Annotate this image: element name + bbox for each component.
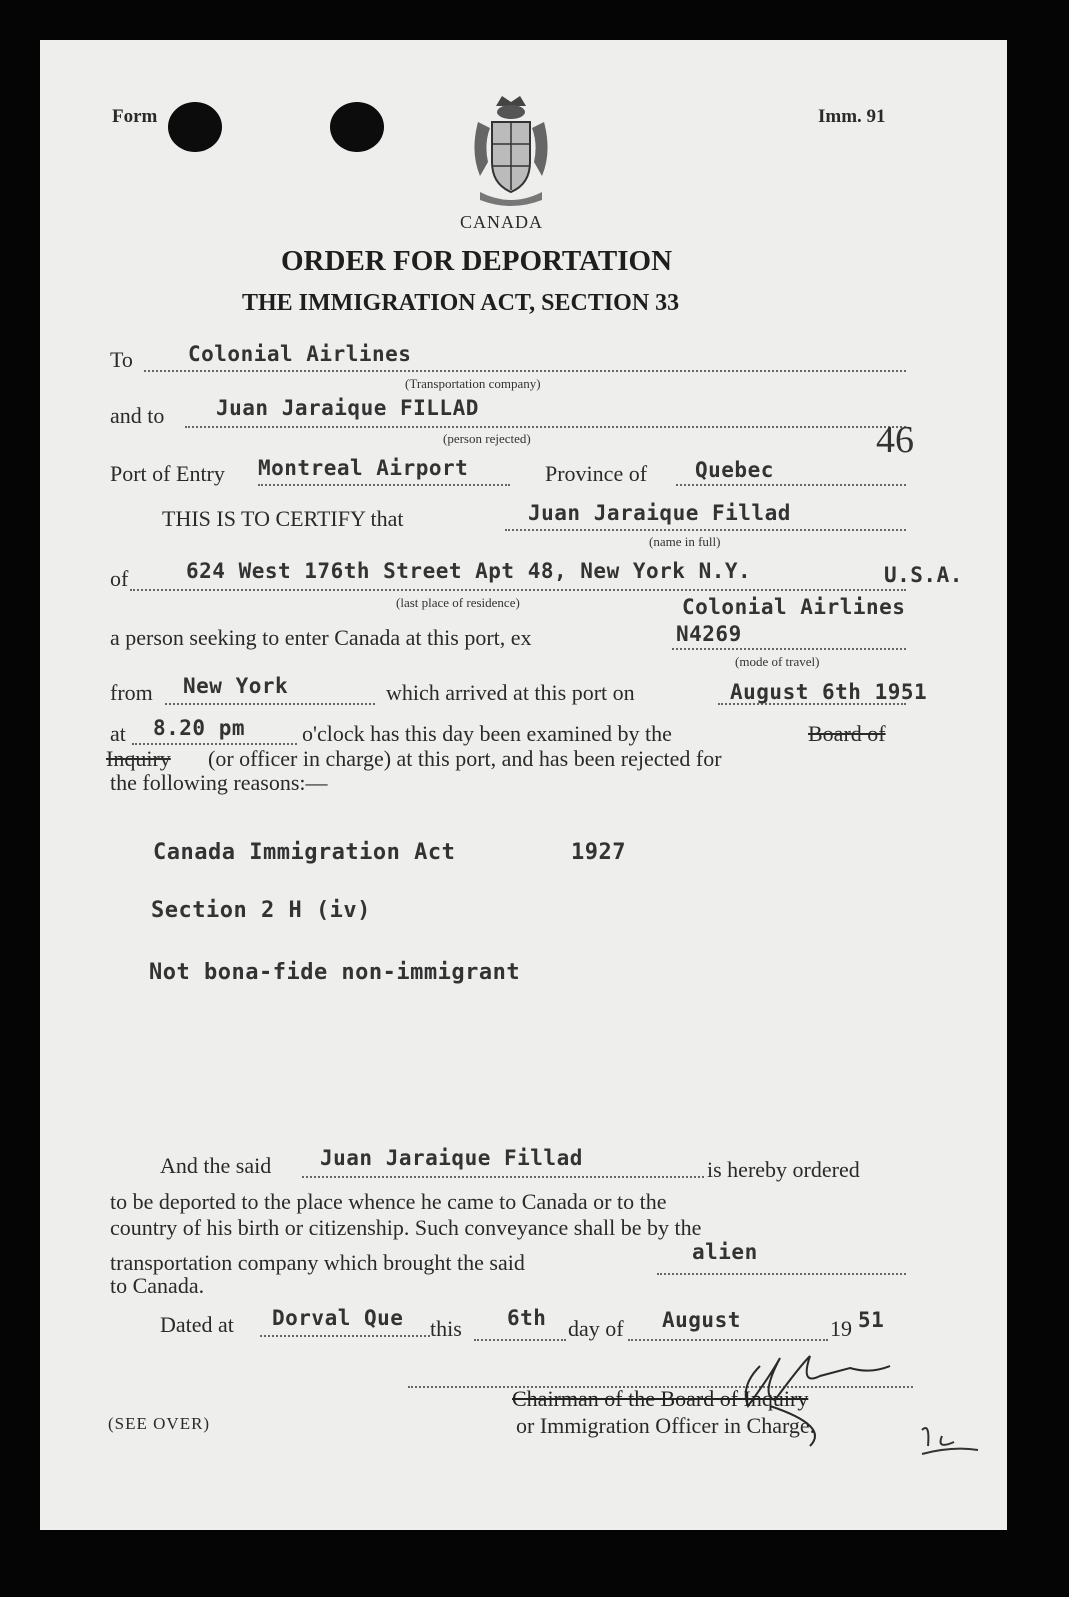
punch-hole-right — [330, 102, 384, 152]
seeking-label: a person seeking to enter Canada at this port, ex — [110, 625, 532, 650]
day-line — [474, 1339, 566, 1341]
punch-hole-left — [168, 102, 222, 152]
province-value: Quebec — [695, 458, 774, 482]
file-number: 46 — [876, 419, 914, 461]
flight-value: N4269 — [676, 622, 742, 646]
and-to-label: and to — [110, 403, 165, 428]
initials-mark — [912, 1410, 982, 1460]
province-line — [676, 484, 906, 486]
name-caption: (name in full) — [649, 534, 721, 549]
order-line-3: transportation company which brought the said — [110, 1250, 525, 1275]
of-label: of — [110, 566, 129, 591]
order-line-1: to be deported to the place whence he came to Canada or to the — [110, 1189, 667, 1214]
certify-line — [505, 529, 906, 531]
day-of-label: day of — [568, 1316, 624, 1341]
order-line-2: country of his birth or citizenship. Such conveyance shall be by the — [110, 1215, 702, 1240]
dated-place-value: Dorval Que — [272, 1306, 404, 1330]
mode-line — [672, 648, 906, 650]
carrier-value: Colonial Airlines — [682, 595, 906, 619]
residence-line — [130, 589, 906, 591]
residence-value: 624 West 176th Street Apt 48, New York N.Y. — [186, 559, 752, 583]
reason-1-year: 1927 — [571, 840, 626, 865]
month-value: August — [662, 1308, 741, 1332]
is-ordered-label: is hereby ordered — [707, 1157, 860, 1182]
order-line-4: to Canada. — [110, 1273, 205, 1298]
transport-caption: (Transportation company) — [405, 376, 541, 391]
canada-coat-of-arms-icon — [466, 92, 556, 208]
deportation-order-form — [40, 40, 1007, 1530]
residence-country-value: U.S.A. — [884, 563, 963, 587]
from-line — [165, 703, 375, 705]
year-prefix: 19 — [830, 1316, 852, 1341]
officer-line: (or officer in charge) at this port, and has been rejected for — [208, 746, 722, 771]
to-line — [144, 370, 906, 372]
this-label: this — [430, 1316, 462, 1341]
board-of-struck: Board of — [808, 721, 886, 746]
form-label: Form — [112, 106, 158, 127]
document-title: ORDER FOR DEPORTATION — [281, 245, 673, 277]
from-value: New York — [183, 674, 289, 698]
year-suffix-value: 51 — [858, 1308, 885, 1332]
port-of-entry-value: Montreal Airport — [258, 456, 469, 480]
transport-company-value: Colonial Airlines — [188, 342, 412, 366]
said-word-value: alien — [692, 1240, 758, 1264]
ordered-line — [302, 1176, 704, 1178]
and-to-line — [185, 426, 906, 428]
name-in-full-value: Juan Jaraique Fillad — [528, 501, 791, 525]
chairman-line-struck: Chairman of the Board of Inquiry — [512, 1386, 809, 1411]
reason-2: Section 2 H (iv) — [151, 898, 371, 923]
country-heading: CANADA — [460, 212, 544, 232]
said-line — [657, 1273, 906, 1275]
see-over-note: (SEE OVER) — [108, 1414, 211, 1433]
reasons-line: the following reasons:— — [110, 770, 328, 795]
arrived-label: which arrived at this port on — [386, 680, 635, 705]
dated-at-label: Dated at — [160, 1312, 234, 1337]
and-the-said-label: And the said — [160, 1153, 272, 1178]
port-of-entry-label: Port of Entry — [110, 461, 225, 486]
person-rejected-value: Juan Jaraique FILLAD — [216, 396, 479, 420]
form-number: Imm. 91 — [818, 106, 886, 127]
arrival-date-value: August 6th 1951 — [730, 680, 928, 704]
residence-caption: (last place of residence) — [396, 595, 520, 610]
day-value: 6th — [507, 1306, 547, 1330]
dated-place-line — [260, 1335, 430, 1337]
reason-3: Not bona-fide non-immigrant — [149, 960, 521, 985]
inquiry-struck: Inquiry — [106, 746, 171, 771]
officer-in-charge-label: or Immigration Officer in Charge. — [516, 1413, 816, 1438]
time-value: 8.20 pm — [153, 716, 246, 740]
at-label: at — [110, 721, 126, 746]
person-caption: (person rejected) — [443, 431, 531, 446]
mode-caption: (mode of travel) — [735, 654, 820, 669]
province-label: Province of — [545, 461, 648, 486]
time-line — [132, 743, 297, 745]
reason-1-act: Canada Immigration Act — [153, 840, 456, 865]
port-line — [258, 484, 510, 486]
oclock-label: o'clock has this day been examined by the — [302, 721, 672, 746]
document-subtitle: THE IMMIGRATION ACT, SECTION 33 — [242, 290, 680, 316]
to-label: To — [110, 347, 133, 372]
from-label: from — [110, 680, 153, 705]
ordered-person-value: Juan Jaraique Fillad — [320, 1146, 583, 1170]
certify-label: THIS IS TO CERTIFY that — [162, 506, 404, 531]
